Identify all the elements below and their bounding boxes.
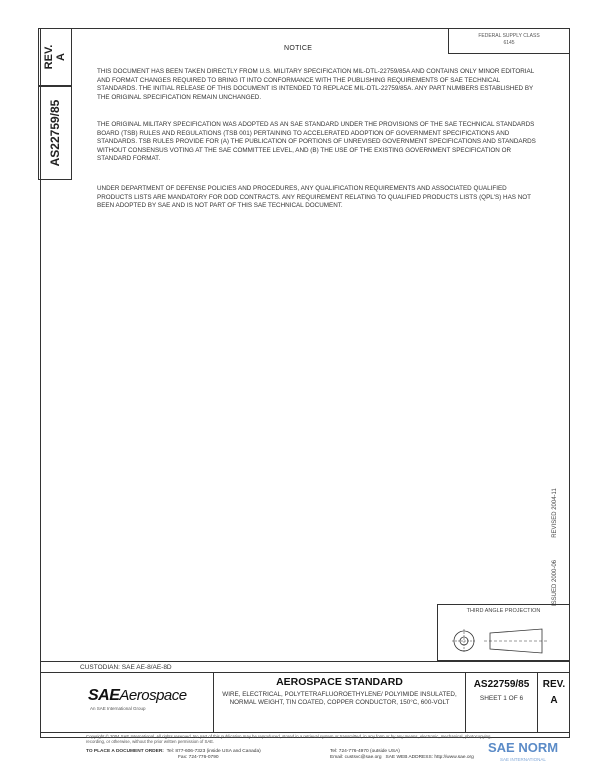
order-fax: Fax: 724-776-0790 <box>178 755 219 760</box>
projection-symbol-icon <box>438 605 571 662</box>
order-tel-1: Tel: 877-606-7323 (inside USA and Canada) <box>166 749 261 754</box>
standard-description: WIRE, ELECTRICAL, POLYTETRAFLUOROETHYLENE/ POLYIMIDE INSULATED, NORMAL WEIGHT, TIN COATED, COPPER CONDUCTOR, 150°C, 600-VOLT <box>222 691 457 706</box>
title-block <box>40 673 570 733</box>
side-rev-value: A <box>55 53 67 61</box>
issued-date: ISSUED 2000-06 <box>552 559 558 607</box>
side-rev-text <box>43 45 67 70</box>
custodian-line: CUSTODIAN: SAE AE-8/AE-8D <box>40 661 570 673</box>
web-address[interactable]: SAE WEB ADDRESS: http://www.sae.org <box>385 755 474 760</box>
side-rev-box <box>38 28 72 86</box>
order-label: TO PLACE A DOCUMENT ORDER: <box>86 749 164 754</box>
standard-title-cell <box>214 673 466 732</box>
side-doc-box <box>38 86 72 180</box>
logo-aerospace-text: Aerospace <box>119 687 187 704</box>
rev-value: A <box>550 695 558 706</box>
order-tel-2: Tel: 724-776-4970 (outside USA) <box>330 749 400 754</box>
rev-label: REV. <box>542 679 566 690</box>
rev-cell <box>538 673 570 732</box>
watermark-sub: SAE INTERNATIONAL <box>500 757 546 762</box>
notice-paragraph-1: THIS DOCUMENT HAS BEEN TAKEN DIRECTLY FROM U.S. MILITARY SPECIFICATION MIL-DTL-22759/85A AND CONTAINS ONLY MINOR EDITORIAL AND FORMAT CHANGES REQUIRED TO BRING IT INTO CONFORMANCE WITH THE PUBLISHING REQUIREMENTS OF SAE TECHNICAL STANDARDS. THE INITIAL RELEASE OF THIS DOCUMENT IS INTENDED TO REPLACE MIL-DTL-22759/85A. ANY PART NUMBERS ESTABLISHED BY THE ORIGINAL SPECIFICATION REMAIN UNCHANGED. <box>97 68 535 101</box>
logo-sae-text: SAE <box>88 687 120 704</box>
fed-box-line1: FEDERAL SUPPLY CLASS <box>478 33 540 39</box>
notice-title: NOTICE <box>284 45 313 52</box>
side-rev-label: REV. <box>43 44 55 70</box>
fed-box-line2: 6145 <box>503 40 515 46</box>
side-doc-number: AS22759/85 <box>48 99 62 167</box>
copyright-notice: Copyright © 2004 SAE International. All rights reserved. No part of this publication may be reproduced, stored in a retrieval system or transmitted, in any form or by any means, electronic, mechanical, photocopying, recording, or otherwise, without the prior written permission of SAE. <box>86 734 492 745</box>
standard-heading: AEROSPACE STANDARD <box>276 676 403 688</box>
doc-number-cell <box>466 673 538 732</box>
projection-box <box>437 604 570 661</box>
sae-logo <box>88 687 187 705</box>
notice-paragraph-3: UNDER DEPARTMENT OF DEFENSE POLICIES AND PROCEDURES, ANY QUALIFICATION REQUIREMENTS AND ASSOCIATED QUALIFIED PRODUCTS LISTS ARE MANDATORY FOR DOD CONTRACTS. ANY REQUIREMENT RELATING TO QUALIFIED PRODUCTS LISTS (QPL'S) HAS NOT BEEN ADOPTED BY SAE AND IS NOT PART OF THIS SAE TECHNICAL DOCUMENT. <box>97 185 531 210</box>
notice-paragraph-2: THE ORIGINAL MILITARY SPECIFICATION WAS ADOPTED AS AN SAE STANDARD UNDER THE PROVISIONS OF THE SAE TECHNICAL STANDARDS BOARD (TSB) RULES AND REGULATIONS (TSB 001) PERTAINING TO ACCELERATED ADOPTION OF GOVERNMENT SPECIFICATIONS AND STANDARDS. TSB RULES PROVIDE FOR (A) THE PUBLICATION OF PORTIONS OF UNREVISED GOVERNMENT SPECIFICATIONS AND STANDARDS WITHOUT CONSENSUS VOTING AT THE SAE COMMITTEE LEVEL, AND (B) THE USE OF THE EXISTING GOVERNMENT SPECIFICATION OR STANDARD FORMAT. <box>97 121 536 163</box>
logo-tagline: An SAE International Group <box>90 706 146 711</box>
sae-logo-cell <box>40 673 214 732</box>
federal-supply-class-box <box>448 28 570 54</box>
revised-date: REVISED 2004-11 <box>552 488 558 538</box>
order-info <box>86 749 261 761</box>
watermark-logo: SAE NORM <box>488 740 559 755</box>
order-email: Email: custsvc@sae.org <box>330 755 382 760</box>
projection-label: THIRD ANGLE PROJECTION <box>466 608 541 614</box>
sheet-number: SHEET 1 OF 6 <box>479 695 524 702</box>
order-info-2 <box>330 749 474 761</box>
doc-number: AS22759/85 <box>473 679 530 690</box>
